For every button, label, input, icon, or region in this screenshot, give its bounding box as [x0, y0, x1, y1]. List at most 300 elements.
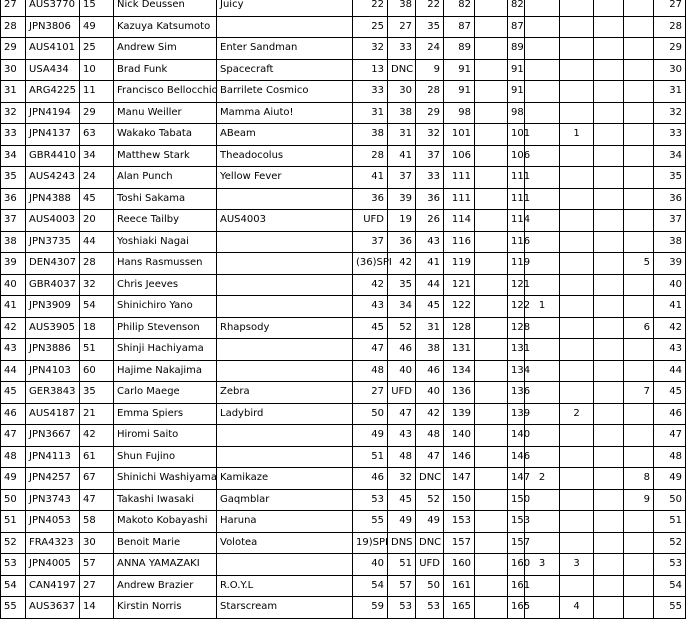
total-points-cell: 106: [444, 145, 475, 167]
table-row: [1, 317, 686, 339]
skipper-name-cell: Francisco Bellocchio: [114, 81, 217, 103]
table-row: [1, 339, 686, 361]
extra-col-2-cell: [560, 188, 594, 210]
spacer-cell: [475, 532, 508, 554]
race-1-cell: 33: [353, 81, 388, 103]
race-3-cell: 42: [416, 403, 444, 425]
extra-col-3-cell: [594, 253, 624, 275]
position-cell: 31: [1, 81, 26, 103]
boat-name-cell: Theadocolus: [217, 145, 353, 167]
total-points-cell: 101: [444, 124, 475, 146]
position-cell: 30: [1, 59, 26, 81]
net-points-cell: 153: [508, 511, 525, 533]
spacer-cell: [475, 317, 508, 339]
bow-number-cell: 25: [80, 38, 114, 60]
race-1-cell: 43: [353, 296, 388, 318]
bow-number-cell: 21: [80, 403, 114, 425]
extra-col-4-cell: [624, 296, 654, 318]
race-2-cell: 48: [388, 446, 416, 468]
bow-number-cell: 45: [80, 188, 114, 210]
race-3-cell: DNC: [416, 532, 444, 554]
spacer-cell: [475, 231, 508, 253]
bow-number-cell: 51: [80, 339, 114, 361]
skipper-name-cell: Wakako Tabata: [114, 124, 217, 146]
race-1-cell: (36)SPI: [353, 253, 388, 275]
bow-number-cell: 28: [80, 253, 114, 275]
bow-number-cell: 11: [80, 81, 114, 103]
final-position-cell: 28: [654, 16, 686, 38]
extra-col-3-cell: [594, 425, 624, 447]
bow-number-cell: 60: [80, 360, 114, 382]
race-1-cell: 42: [353, 274, 388, 296]
extra-col-2-cell: [560, 167, 594, 189]
skipper-name-cell: Chris Jeeves: [114, 274, 217, 296]
race-2-cell: 38: [388, 102, 416, 124]
table-row: [1, 188, 686, 210]
boat-name-cell: Volotea: [217, 532, 353, 554]
spacer-cell: [475, 210, 508, 232]
boat-name-cell: Spacecraft: [217, 59, 353, 81]
final-position-cell: 29: [654, 38, 686, 60]
race-1-cell: 36: [353, 188, 388, 210]
race-1-cell: 47: [353, 339, 388, 361]
total-points-cell: 111: [444, 188, 475, 210]
boat-name-cell: [217, 425, 353, 447]
extra-col-4-cell: [624, 339, 654, 361]
bow-number-cell: 61: [80, 446, 114, 468]
extra-col-1-cell: [525, 102, 560, 124]
final-position-cell: 49: [654, 468, 686, 490]
race-1-cell: 46: [353, 468, 388, 490]
race-2-cell: 53: [388, 597, 416, 619]
position-cell: 29: [1, 38, 26, 60]
extra-col-3-cell: [594, 575, 624, 597]
extra-col-1-cell: [525, 0, 560, 16]
extra-col-4-cell: [624, 446, 654, 468]
final-position-cell: 38: [654, 231, 686, 253]
spacer-cell: [475, 38, 508, 60]
race-1-cell: 53: [353, 489, 388, 511]
extra-col-4-cell: [624, 274, 654, 296]
net-points-cell: 122: [508, 296, 525, 318]
extra-col-3-cell: [594, 81, 624, 103]
spacer-cell: [475, 339, 508, 361]
race-3-cell: 46: [416, 360, 444, 382]
extra-col-4-cell: [624, 167, 654, 189]
extra-col-4-cell: [624, 81, 654, 103]
race-2-cell: UFD: [388, 382, 416, 404]
position-cell: 38: [1, 231, 26, 253]
net-points-cell: 87: [508, 16, 525, 38]
skipper-name-cell: Philip Stevenson: [114, 317, 217, 339]
extra-col-2-cell: 4: [560, 597, 594, 619]
sail-number-cell: JPN4053: [26, 511, 80, 533]
sail-number-cell: AUS4101: [26, 38, 80, 60]
table-row: [1, 81, 686, 103]
position-cell: 55: [1, 597, 26, 619]
skipper-name-cell: Nick Deussen: [114, 0, 217, 16]
total-points-cell: 114: [444, 210, 475, 232]
sail-number-cell: JPN4257: [26, 468, 80, 490]
skipper-name-cell: Matthew Stark: [114, 145, 217, 167]
table-row: [1, 532, 686, 554]
race-2-cell: 57: [388, 575, 416, 597]
sail-number-cell: AUS3637: [26, 597, 80, 619]
final-position-cell: 35: [654, 167, 686, 189]
position-cell: 54: [1, 575, 26, 597]
boat-name-cell: [217, 16, 353, 38]
table-row: [1, 511, 686, 533]
extra-col-4-cell: [624, 597, 654, 619]
spacer-cell: [475, 253, 508, 275]
race-1-cell: 55: [353, 511, 388, 533]
skipper-name-cell: Reece Tailby: [114, 210, 217, 232]
position-cell: 44: [1, 360, 26, 382]
boat-name-cell: Barrilete Cosmico: [217, 81, 353, 103]
extra-col-2-cell: [560, 253, 594, 275]
position-cell: 28: [1, 16, 26, 38]
extra-col-4-cell: 8: [624, 468, 654, 490]
position-cell: 41: [1, 296, 26, 318]
skipper-name-cell: ANNA YAMAZAKI: [114, 554, 217, 576]
skipper-name-cell: Shun Fujino: [114, 446, 217, 468]
table-row: [1, 296, 686, 318]
final-position-cell: 47: [654, 425, 686, 447]
position-cell: 48: [1, 446, 26, 468]
table-row: [1, 489, 686, 511]
total-points-cell: 128: [444, 317, 475, 339]
spacer-cell: [475, 167, 508, 189]
race-1-cell: 51: [353, 446, 388, 468]
extra-col-4-cell: [624, 231, 654, 253]
extra-col-3-cell: [594, 38, 624, 60]
bow-number-cell: 63: [80, 124, 114, 146]
final-position-cell: 44: [654, 360, 686, 382]
spacer-cell: [475, 59, 508, 81]
race-2-cell: 41: [388, 145, 416, 167]
table-row: [1, 59, 686, 81]
sail-number-cell: DEN4307: [26, 253, 80, 275]
total-points-cell: 146: [444, 446, 475, 468]
final-position-cell: 55: [654, 597, 686, 619]
extra-col-3-cell: [594, 59, 624, 81]
extra-col-4-cell: [624, 511, 654, 533]
position-cell: 37: [1, 210, 26, 232]
race-3-cell: 40: [416, 382, 444, 404]
position-cell: 49: [1, 468, 26, 490]
boat-name-cell: [217, 360, 353, 382]
net-points-cell: 82: [508, 0, 525, 16]
bow-number-cell: 54: [80, 296, 114, 318]
race-3-cell: UFD: [416, 554, 444, 576]
bow-number-cell: 57: [80, 554, 114, 576]
extra-col-1-cell: 2: [525, 468, 560, 490]
boat-name-cell: Enter Sandman: [217, 38, 353, 60]
position-cell: 43: [1, 339, 26, 361]
skipper-name-cell: Takashi Iwasaki: [114, 489, 217, 511]
table-row: [1, 274, 686, 296]
extra-col-2-cell: [560, 0, 594, 16]
bow-number-cell: 42: [80, 425, 114, 447]
position-cell: 47: [1, 425, 26, 447]
boat-name-cell: Starscream: [217, 597, 353, 619]
final-position-cell: 51: [654, 511, 686, 533]
extra-col-2-cell: [560, 532, 594, 554]
bow-number-cell: 20: [80, 210, 114, 232]
race-2-cell: 43: [388, 425, 416, 447]
position-cell: 34: [1, 145, 26, 167]
race-1-cell: 59: [353, 597, 388, 619]
extra-col-2-cell: [560, 425, 594, 447]
total-points-cell: 98: [444, 102, 475, 124]
total-points-cell: 147: [444, 468, 475, 490]
final-position-cell: 46: [654, 403, 686, 425]
total-points-cell: 165: [444, 597, 475, 619]
boat-name-cell: ABeam: [217, 124, 353, 146]
boat-name-cell: Mamma Aiuto!: [217, 102, 353, 124]
net-points-cell: 119: [508, 253, 525, 275]
extra-col-4-cell: [624, 59, 654, 81]
race-1-cell: 40: [353, 554, 388, 576]
bow-number-cell: 49: [80, 16, 114, 38]
table-row: [1, 360, 686, 382]
boat-name-cell: [217, 253, 353, 275]
bow-number-cell: 58: [80, 511, 114, 533]
race-1-cell: 41: [353, 167, 388, 189]
extra-col-2-cell: [560, 59, 594, 81]
boat-name-cell: [217, 446, 353, 468]
final-position-cell: 52: [654, 532, 686, 554]
total-points-cell: 116: [444, 231, 475, 253]
extra-col-3-cell: [594, 167, 624, 189]
table-row: [1, 16, 686, 38]
extra-col-1-cell: 1: [525, 296, 560, 318]
race-3-cell: 24: [416, 38, 444, 60]
sail-number-cell: GBR4037: [26, 274, 80, 296]
boat-name-cell: Kamikaze: [217, 468, 353, 490]
race-2-cell: 42: [388, 253, 416, 275]
total-points-cell: 134: [444, 360, 475, 382]
race-3-cell: 41: [416, 253, 444, 275]
table-row: [1, 468, 686, 490]
table-row: [1, 210, 686, 232]
sail-number-cell: ARG4225: [26, 81, 80, 103]
race-1-cell: 38: [353, 124, 388, 146]
race-3-cell: 48: [416, 425, 444, 447]
table-row: [1, 124, 686, 146]
sail-number-cell: JPN4137: [26, 124, 80, 146]
extra-col-4-cell: [624, 360, 654, 382]
extra-col-4-cell: [624, 575, 654, 597]
bow-number-cell: 18: [80, 317, 114, 339]
table-row: [1, 102, 686, 124]
race-2-cell: DNS: [388, 532, 416, 554]
extra-col-2-cell: 3: [560, 554, 594, 576]
total-points-cell: 161: [444, 575, 475, 597]
extra-col-3-cell: [594, 489, 624, 511]
extra-col-4-cell: [624, 403, 654, 425]
sail-number-cell: AUS3905: [26, 317, 80, 339]
extra-col-4-cell: 7: [624, 382, 654, 404]
skipper-name-cell: Makoto Kobayashi: [114, 511, 217, 533]
race-2-cell: 19: [388, 210, 416, 232]
table-row: [1, 554, 686, 576]
boat-name-cell: R.O.Y.L: [217, 575, 353, 597]
total-points-cell: 119: [444, 253, 475, 275]
sail-number-cell: JPN4113: [26, 446, 80, 468]
final-position-cell: 31: [654, 81, 686, 103]
total-points-cell: 140: [444, 425, 475, 447]
spacer-cell: [475, 81, 508, 103]
net-points-cell: 136: [508, 382, 525, 404]
table-row: [1, 597, 686, 619]
extra-col-2-cell: 1: [560, 124, 594, 146]
bow-number-cell: 27: [80, 575, 114, 597]
race-1-cell: 31: [353, 102, 388, 124]
extra-col-4-cell: [624, 554, 654, 576]
net-points-cell: 157: [508, 532, 525, 554]
extra-col-2-cell: [560, 16, 594, 38]
race-3-cell: 35: [416, 16, 444, 38]
spacer-cell: [475, 468, 508, 490]
extra-col-4-cell: [624, 102, 654, 124]
extra-col-2-cell: [560, 145, 594, 167]
spacer-cell: [475, 425, 508, 447]
table-row: [1, 231, 686, 253]
total-points-cell: 121: [444, 274, 475, 296]
final-position-cell: 39: [654, 253, 686, 275]
final-position-cell: 36: [654, 188, 686, 210]
spacer-cell: [475, 145, 508, 167]
bow-number-cell: 30: [80, 532, 114, 554]
table-row: [1, 403, 686, 425]
boat-name-cell: [217, 274, 353, 296]
boat-name-cell: Gaqmblar: [217, 489, 353, 511]
boat-name-cell: Zebra: [217, 382, 353, 404]
race-3-cell: 26: [416, 210, 444, 232]
race-2-cell: 46: [388, 339, 416, 361]
race-1-cell: 19)SPI: [353, 532, 388, 554]
skipper-name-cell: Hans Rasmussen: [114, 253, 217, 275]
extra-col-3-cell: [594, 16, 624, 38]
final-position-cell: 34: [654, 145, 686, 167]
bow-number-cell: 32: [80, 274, 114, 296]
final-position-cell: 48: [654, 446, 686, 468]
race-2-cell: 34: [388, 296, 416, 318]
net-points-cell: 161: [508, 575, 525, 597]
total-points-cell: 150: [444, 489, 475, 511]
sail-number-cell: AUS3770: [26, 0, 80, 16]
race-1-cell: 54: [353, 575, 388, 597]
race-3-cell: 37: [416, 145, 444, 167]
sail-number-cell: AUS4243: [26, 167, 80, 189]
table-row: [1, 253, 686, 275]
race-2-cell: 39: [388, 188, 416, 210]
total-points-cell: 139: [444, 403, 475, 425]
bow-number-cell: 14: [80, 597, 114, 619]
extra-col-2-cell: [560, 231, 594, 253]
skipper-name-cell: Alan Punch: [114, 167, 217, 189]
final-position-cell: 41: [654, 296, 686, 318]
extra-col-2-cell: [560, 210, 594, 232]
extra-col-3-cell: [594, 339, 624, 361]
position-cell: 39: [1, 253, 26, 275]
bow-number-cell: 34: [80, 145, 114, 167]
extra-col-3-cell: [594, 597, 624, 619]
extra-col-3-cell: [594, 124, 624, 146]
spacer-cell: [475, 511, 508, 533]
net-points-cell: 111: [508, 167, 525, 189]
sail-number-cell: JPN4103: [26, 360, 80, 382]
race-2-cell: 51: [388, 554, 416, 576]
race-1-cell: 22: [353, 0, 388, 16]
extra-col-3-cell: [594, 468, 624, 490]
spacer-cell: [475, 274, 508, 296]
race-2-cell: 33: [388, 38, 416, 60]
total-points-cell: 111: [444, 167, 475, 189]
extra-col-4-cell: [624, 124, 654, 146]
total-points-cell: 89: [444, 38, 475, 60]
extra-col-1-cell: [525, 59, 560, 81]
skipper-name-cell: Brad Funk: [114, 59, 217, 81]
race-3-cell: 9: [416, 59, 444, 81]
race-1-cell: 49: [353, 425, 388, 447]
extra-col-2-cell: [560, 489, 594, 511]
extra-col-3-cell: [594, 554, 624, 576]
race-3-cell: 49: [416, 511, 444, 533]
net-points-cell: 91: [508, 59, 525, 81]
skipper-name-cell: Kirstin Norris: [114, 597, 217, 619]
race-1-cell: 25: [353, 16, 388, 38]
final-position-cell: 54: [654, 575, 686, 597]
net-points-cell: 98: [508, 102, 525, 124]
spacer-cell: [475, 575, 508, 597]
extra-col-3-cell: [594, 403, 624, 425]
table-row: [1, 446, 686, 468]
spacer-cell: [475, 0, 508, 16]
table-row: [1, 0, 686, 16]
boat-name-cell: [217, 188, 353, 210]
final-position-cell: 30: [654, 59, 686, 81]
sail-number-cell: JPN3743: [26, 489, 80, 511]
race-2-cell: 38: [388, 0, 416, 16]
skipper-name-cell: Manu Weiller: [114, 102, 217, 124]
position-cell: 27: [1, 0, 26, 16]
spacer-cell: [475, 16, 508, 38]
net-points-cell: 116: [508, 231, 525, 253]
extra-col-4-cell: 5: [624, 253, 654, 275]
final-position-cell: 53: [654, 554, 686, 576]
extra-col-2-cell: [560, 511, 594, 533]
net-points-cell: 101: [508, 124, 525, 146]
skipper-name-cell: Hiromi Saito: [114, 425, 217, 447]
table-row: [1, 382, 686, 404]
extra-col-3-cell: [594, 296, 624, 318]
skipper-name-cell: Shinichi Washiyama: [114, 468, 217, 490]
extra-col-4-cell: [624, 38, 654, 60]
extra-col-3-cell: [594, 360, 624, 382]
sail-number-cell: USA434: [26, 59, 80, 81]
total-points-cell: 122: [444, 296, 475, 318]
race-2-cell: 37: [388, 167, 416, 189]
extra-col-3-cell: [594, 0, 624, 16]
race-1-cell: 13: [353, 59, 388, 81]
boat-name-cell: Rhapsody: [217, 317, 353, 339]
net-points-cell: 106: [508, 145, 525, 167]
race-1-cell: 48: [353, 360, 388, 382]
boat-name-cell: [217, 231, 353, 253]
race-2-cell: 36: [388, 231, 416, 253]
